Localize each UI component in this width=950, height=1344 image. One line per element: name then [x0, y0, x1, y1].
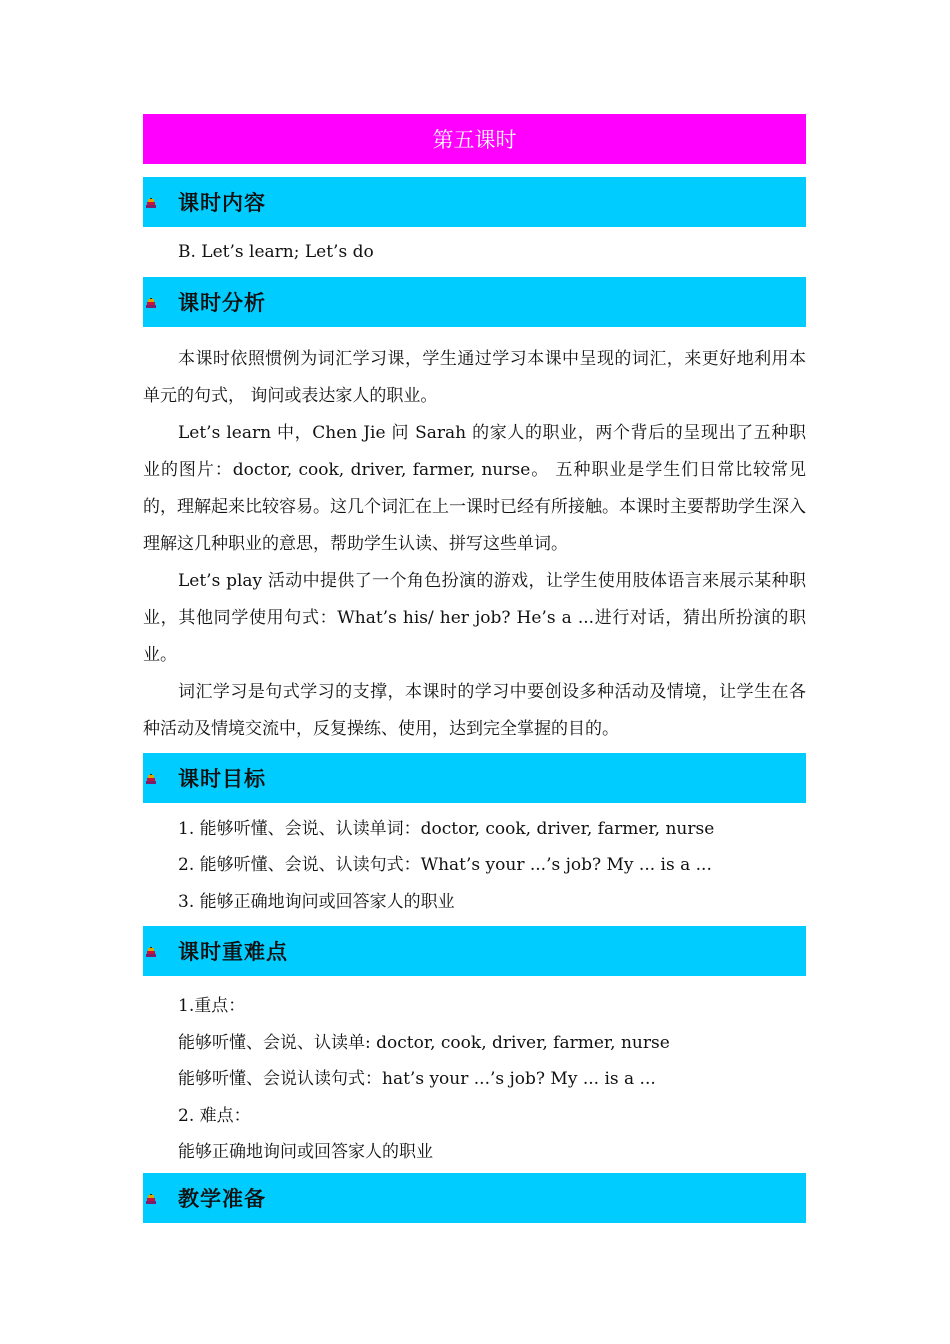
text-line: B. Let’s learn; Let’s do	[178, 242, 374, 262]
section-header-analysis	[143, 277, 806, 327]
section-body-analysis	[143, 327, 806, 753]
paragraph: 词汇学习是句式学习的支撑，本课时的学习中要创设多种活动及情境，让学生在各种活动及情境交流中，反复操练、使用，达到完全掌握的目的。	[143, 681, 806, 739]
section-body-content	[143, 227, 806, 277]
text-line: 1. 能够听懂、会说、认读单词：doctor, cook, driver, farmer, nurse	[178, 818, 715, 839]
section-body-goals	[143, 803, 806, 927]
lesson-title-bar	[143, 114, 806, 164]
book-bullet-icon	[146, 774, 156, 784]
section-header-content	[143, 177, 806, 227]
text-line: 能够听懂、会说、认读单: doctor, cook, driver, farmer, nurse	[178, 1032, 670, 1053]
section-header-goals	[143, 753, 806, 803]
book-bullet-icon	[146, 1194, 156, 1204]
section-title: 课时内容	[178, 191, 266, 215]
section-title: 教学准备	[178, 1186, 266, 1211]
paragraph: Let’s learn 中，Chen Jie 问 Sarah 的家人的职业，两个背后的呈现出了五种职业的图片：doctor, cook, driver, farmer, nurse。 五种职业是学生们日常比较常见的，理解起来比较容易。这几个词汇在上一课时已经有所接触。本课时主要帮助学生深入理解这几种职业的意思，帮助学生认读、拼写这些单词。	[143, 422, 806, 554]
section-title: 课时分析	[178, 290, 266, 315]
paragraph: Let’s play 活动中提供了一个角色扮演的游戏，让学生使用肢体语言来展示某种职业，其他同学使用句式：What’s his/ her job? He’s a ...进行对话，猜出所扮演的职业。	[143, 570, 806, 665]
text-line: 1.重点：	[178, 996, 246, 1016]
book-bullet-icon	[146, 947, 156, 957]
section-header-key-points	[143, 926, 806, 976]
section-title: 课时目标	[178, 766, 266, 791]
section-header-preparation	[143, 1173, 806, 1223]
section-body-key-points	[143, 976, 806, 1173]
text-line: 3. 能够正确地询问或回答家人的职业	[178, 891, 455, 912]
lesson-page	[143, 114, 806, 1223]
book-bullet-icon	[146, 298, 156, 308]
book-bullet-icon	[146, 198, 156, 208]
text-line: 2. 难点：	[178, 1105, 251, 1126]
lesson-title: 第五课时	[432, 128, 517, 152]
section-title: 课时重难点	[178, 940, 288, 964]
text-line: 能够正确地询问或回答家人的职业	[178, 1142, 433, 1162]
paragraph: 本课时依照惯例为词汇学习课，学生通过学习本课中呈现的词汇，来更好地利用本单元的句式， 询问或表达家人的职业。	[143, 348, 806, 406]
text-line: 2. 能够听懂、会说、认读句式：What’s your ...’s job? My ... is a ...	[178, 855, 712, 875]
text-line: 能够听懂、会说认读句式：hat’s your ...’s job? My ... is a ...	[178, 1069, 656, 1089]
